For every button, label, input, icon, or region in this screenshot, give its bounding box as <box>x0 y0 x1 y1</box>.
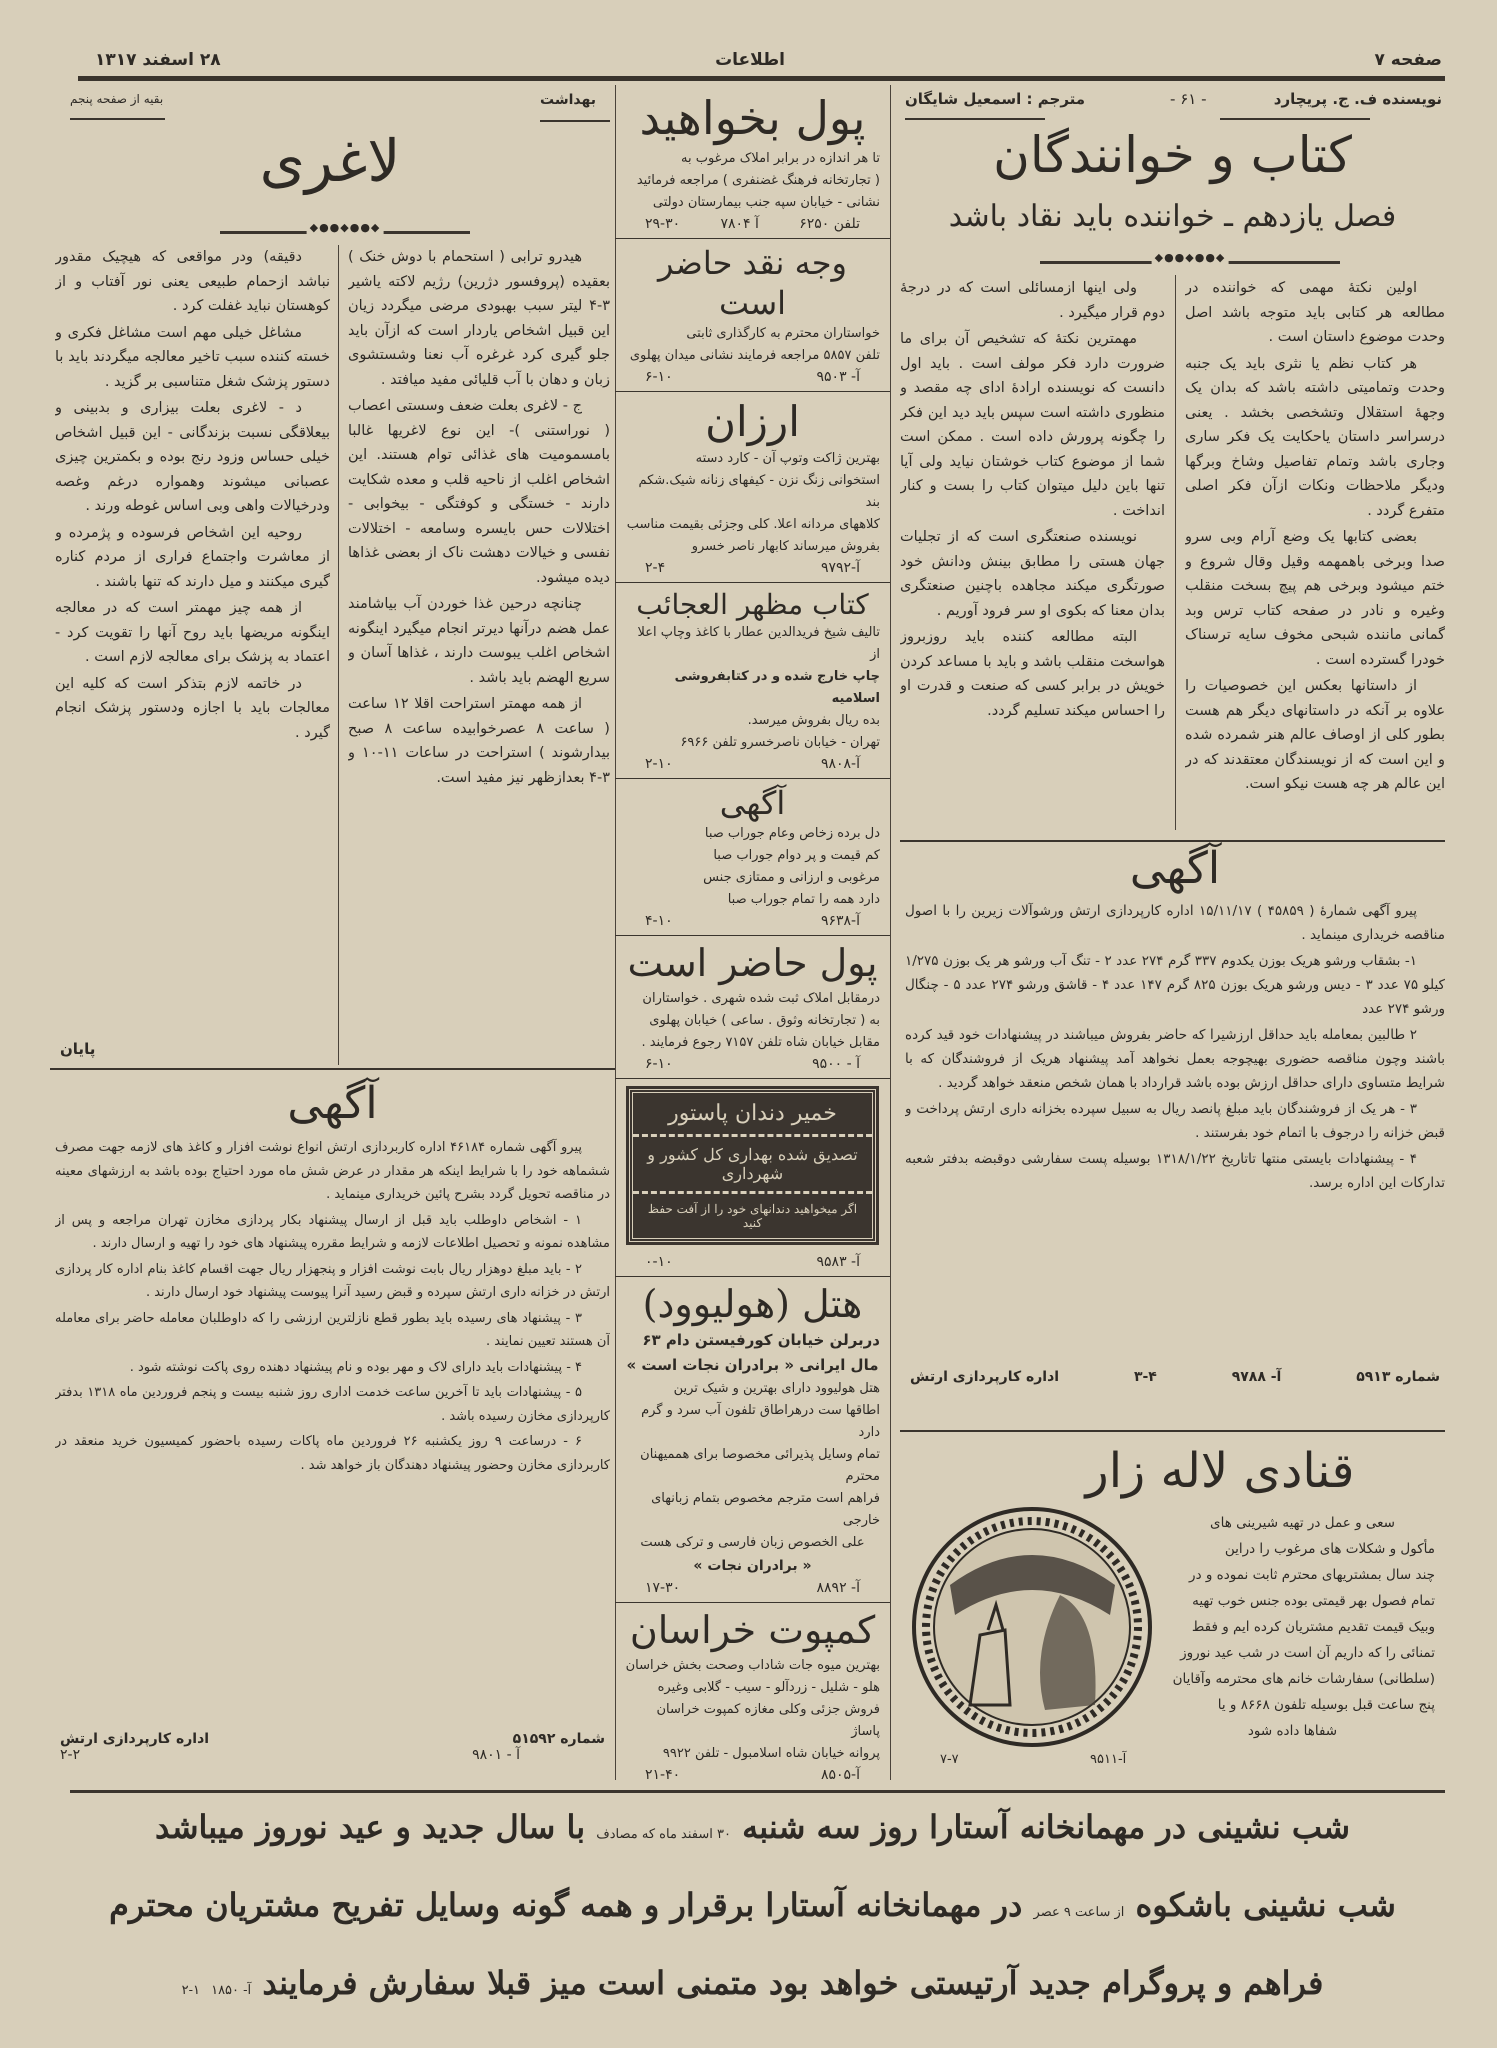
ad-text: اطاقها ست درهراطاق تلفون آب سرد و گرم دارد <box>641 1403 880 1440</box>
ad-owner: مال ایرانی « برادران نجات است » <box>626 1356 879 1374</box>
ad-text: تالیف شیخ فریدالدین عطار با کاغذ وچاپ اعلا از <box>637 625 880 662</box>
article-subtitle: فصل یازدهم ـ خواننده باید نقاد باشد <box>948 199 1397 234</box>
page-number: صفحه ۷ <box>1374 50 1442 70</box>
ad-text: سعی و عمل در تهیه شیرینی های <box>1210 1515 1395 1531</box>
ad-title: کتاب مظهر العجائب <box>636 588 869 621</box>
article-author: نویسنده ف. ج. پریچارد <box>1273 90 1442 108</box>
ad-text: چاپ خارج شده و در کتابفروشی اسلامیه <box>674 669 880 706</box>
notice-code: آ - ۹۸۰۱ <box>472 1747 520 1764</box>
installment-number: - ۶۱ - <box>1170 90 1207 108</box>
notice-title: آگهی <box>1129 843 1221 894</box>
ad-money-ready <box>615 936 890 1079</box>
ad-title: وجه نقد حاضر است <box>658 243 847 322</box>
ad-text: ( تجارتخانه فرهنگ غضنفری ) مراجعه فرمائید <box>636 172 880 188</box>
ad-text: تهران - خیابان ناصرخسرو تلفن ۶۹۶۶ <box>680 735 880 750</box>
ad-code: آ-۸۵۰۵ <box>820 1766 860 1783</box>
banner-text: با سال جدید و عید نوروز میباشد <box>154 1808 586 1846</box>
ad-title: خمیر دندان پاستور <box>633 1093 872 1137</box>
ad-code: آ-۹۷۹۲ <box>820 560 860 576</box>
ad-code: آ- ۸۸۹۲ <box>816 1580 860 1596</box>
ad-text: بفروش میرساند کابهار ناصر خسرو <box>691 539 880 554</box>
ad-text: کلاههای مردانه اعلا. کلی وجزئی بقیمت مناسب <box>626 517 880 532</box>
ad-text: دارد همه را تمام جوراب صبا <box>727 892 880 907</box>
ad-code: آ- ۹۵۸۳ <box>816 1253 860 1270</box>
army-notice-right: آگهی پیرو آگهی شمارهٔ ( ۴۵۸۵۹ ) ۱۵/۱۱/۱۷ اداره کارپردازی ارتش ورشوآلات زیرین را با اصول مناقصه خریداری مینماید . ۱- بشقاب ورشو هریک بوزن یکدوم ۳۳۷ گرم ۲۷۴ عدد ۲ - تنگ آب ورشو هر یک بوزن ۱/۲۷۵ کیلو ۷۵ عدد ۳ - دیس ورشو هریک بوزن ۸۲۵ گرم ۱۴۷ عدد ۴ - قاشق ورشو ۲۷۴ عدد ۵ - چنگال ورشو ۲۷۴ عدد ۲ طالبین بمعامله باید حداقل ارزشیرا که حاضر بفروش میباشند در پیشنهادات خود قید کرده باشند وچون مناقصه حضوری بهیچوجه بعمل نخواهد آمد پیشنهاد هریک از فروشندگان که با شرایط متساوی دارای حداقل ارزش بوده باشد قرارداد با همان شخص منعقد خواهد گردید . ۳ - هر یک از فروشندگان باید مبلغ پانصد ریال به سبیل سپرده بخزانه داری ارتش پرداخت و قبض خزانه را درجوف با اتمام خود بفرستند . ۴ - پیشنهادات بایستی منتها تاتاریخ ۱۳۱۸/۱/۲۲ بوسیله پست سفارشی دوقبضه بدفتر شعبه تدارکات این اداره برسد. شماره ۵۹۱۳ آ- ۹۷۸۸ ۳-۴ اداره کارپردازی ارتش <box>905 843 1445 1386</box>
divider <box>1220 118 1370 120</box>
continued-note: بقیه از صفحه پنجم <box>70 92 164 106</box>
ad-cheap <box>615 392 890 584</box>
ad-code: آ-۹۸۰۸ <box>820 756 860 772</box>
ad-text: تصدیق شده بهداری کل کشور و شهرداری <box>633 1137 872 1194</box>
ad-text: علی الخصوص زبان فارسی و ترکی هست <box>640 1535 865 1550</box>
ad-title: قنادی لاله زار <box>1085 1443 1355 1499</box>
ad-text: چند سال بمشتریهای محترم ثابت نموده و در <box>1189 1567 1435 1583</box>
ad-code: آ ۷۸۰۴ <box>720 215 759 232</box>
ad-text: بده ریال بفروش میرسد. <box>747 713 880 728</box>
column-divider <box>338 245 339 1065</box>
divider <box>900 840 1445 842</box>
column-divider <box>890 85 891 1780</box>
ad-text: نشانی - خیابان سپه جنب بیمارستان دولتی <box>652 194 880 210</box>
confectionery-illustration <box>910 1505 1155 1750</box>
ad-dates: ۲۱-۴۰ <box>645 1766 681 1783</box>
notice-dates: ۲-۲ <box>60 1747 81 1764</box>
ad-text: (سلطانی) سفارشات خانم های محترمه وآقایان <box>1172 1671 1435 1687</box>
ad-title: پول بخواهید <box>639 91 866 145</box>
ad-toothpaste-block <box>615 1079 890 1277</box>
article-column: دقیقه) ودر مواقعی که هیچیک مقدور نباشد ازحمام طبیعی یعنی نور آفتاب و از کوهستان نباید غفلت کرد . مشاغل خیلی مهم است مشاغل فکری و خسته کننده سبب تاخیر معالجه میگردند باید با دستور پزشک شغل متناسبی بر گزید . د - لاغری بعلت بیزاری و بدبینی و بیعلاقگی نسبت بزندگانی - این قبیل اشخاص خیلی حساس وزود رنج بوده و بکمترین چیزی عصبانی میشوند وهمواره درغم وغصه ودرخیالات واهی وبی اساس غوطه ورند . روحیه این اشخاص فرسوده و پژمرده و از معاشرت واجتماع فراری از مردم کناره گیری میکنند و میل دارند که تنها باشند . از همه چیز مهمتر است که در معالجه اینگونه مریضها باید روح آنها را تقویت کرد - اعتماد به پزشک برای معالجه لازم است . در خاتمه لازم بتذکر است که کلیه این معالجات باید با اجازه ودستور پزشک انجام گیرد . <box>55 249 330 741</box>
banner-line-3 <box>60 1961 1445 2013</box>
ad-text: هتل هولیوود دارای بهترین و شیک ترین <box>673 1381 880 1396</box>
ad-text: فراهم است مترجم مخصوص بتمام زبانهای خارجی <box>651 1491 880 1528</box>
ad-text: مقابل خیابان شاه تلفن ۷۱۵۷ رجوع فرمایند . <box>641 1034 880 1050</box>
ad-dates: ۱۷-۳۰ <box>645 1580 681 1596</box>
ad-text: پروانه خیابان شاه اسلامبول - تلفن ۹۹۲۲ <box>662 1745 880 1761</box>
banner-dates: ۱-۲ <box>181 1983 200 1998</box>
article-translator: مترجم : اسمعیل شایگان <box>905 90 1086 108</box>
ad-text: شفاها داده شود <box>1247 1723 1338 1739</box>
ornament-divider <box>1040 258 1340 266</box>
ad-text: تا هر اندازه در برابر املاک مرغوب به <box>681 150 880 166</box>
ad-dates: ۶-۱۰ <box>645 368 673 385</box>
ad-address: دربرلن خیابان کورفیستن دام ۶۳ <box>642 1331 880 1349</box>
ad-title: کمپوت خراسان <box>629 1608 876 1652</box>
issue-date: ۲۸ اسفند ۱۳۱۷ <box>95 50 221 70</box>
divider <box>905 118 1045 120</box>
ad-money-wanted <box>615 86 890 239</box>
ad-text: استخوانی زنگ نزن - کیفهای زنانه شیک.شکم بند <box>638 473 880 510</box>
ad-text: بهترین ژاکت وتوپ آن - کارد دسته <box>695 451 880 466</box>
ad-book <box>615 583 890 779</box>
notice-number: شماره ۵۹۱۳ <box>1356 1369 1440 1386</box>
ad-hotel <box>615 1277 890 1604</box>
ad-cash-ready <box>615 239 890 392</box>
ad-text: پنج ساعت قبل بوسیله تلفون ۸۶۶۸ و یا <box>1217 1697 1435 1713</box>
article-column: اولین نکتهٔ مهمی که خواننده در مطالعه هر کتابی باید متوجه باشد اصل وحدت موضوع داستان است . هر کتاب نظم یا نثری باید یک جنبه وحدت وتمامیتی داشته باشد که بدان یک وجههٔ استقلال وتشخصی بخشد . یعنی درسراسر داستان یاحکایت یک فکر ساری وجاری باشد وتمام تفاصیل وشاخ وبرگها ودیگر ملاحظات ونکات ازآن فکر اصلی متفرع گردد . بعضی کتابها یک وضع آرام وبی سرو صدا وبرخی باهمهمه وقیل وقال شروع و ختم میشود وبرخی هم پیچ بسخت منقلب وغیره و نادر در صفحه کتاب ترس وبد گمانی ماننده شبحی مخوف سایه ترسناک خودرا گسترده است . از داستانها بعکس این خصوصیات را علاوه بر آنکه در داستانهای دیگر هم هست بطور کلی از اوصاف عالم هنر شمرده شده و این است که از نویسندگان معتقدند که در این عالم هر چه هست نیکو است. <box>1185 280 1445 792</box>
ad-code: آ-۹۵۱۱ <box>1090 1752 1127 1767</box>
divider <box>540 120 610 122</box>
notice-dates: ۳-۴ <box>1133 1369 1157 1386</box>
ad-text: هلو - شلیل - زردآلو - سیب - گلابی وغیره <box>657 1679 880 1695</box>
notice-signature: اداره کارپردازی ارتش <box>60 1731 210 1748</box>
ad-dates: ۶-۱۰ <box>645 1055 673 1072</box>
ad-text: درمقابل املاک ثبت شده شهری . خواستاران <box>642 990 880 1006</box>
article-column: هیدرو ترابی ( استحمام با دوش خنک ) بعقیده (پروفسور دژرین) رژیم لاکته یاشیر ۳-۴ لیتر سبب بهبودی مرضی میگردد زیان این قبیل اشخاص یاردار است که ازآن باید جلو گیری کرد غرغره آب نعنا وشستشوی زبان و دهان با آب قلیائی مفید میافتد . ج - لاغری بعلت ضعف وسستی اعصاب ( نوراستنی )- این نوع لاغریها غالبا بامسمومیت های غذائی توام هستند. این اشخاص اغلب از ناحیه قلب و معده شکایت دارند - خستگی و کوفتگی - بیخوابی - اختلالات حس بایسره وسامعه - اختلالات نفسی و خیالات دهشت ناک از بعضی غذاها دیده میشود. چنانچه درحین غذا خوردن آب بیاشامند عمل هضم درآنها دیرتر انجام میگیرد اینگونه اشخاص اغلب یبوست دارند ، غذاها آسان و سریع الهضم باید باشد . از همه مهمتر استراحت اقلا ۱۲ ساعت ( ساعت ۸ عصرخوابیده ساعت ۸ صبح بیدارشوند ) استراحت در ساعات ۱۱-۱۰ و ۳-۴ بعدازظهر نیز مفید است. <box>348 249 610 786</box>
ad-socks <box>615 779 890 936</box>
ad-text: تلفن ۵۸۵۷ مراجعه فرمایند نشانی میدان پهلوی <box>629 347 880 363</box>
section-label: بهداشت <box>540 92 596 108</box>
ad-dates: ۰-۱۰ <box>645 1253 673 1270</box>
ad-title: پول حاضر است <box>627 941 878 985</box>
ad-code: آ-۹۶۳۸ <box>820 913 860 929</box>
masthead-rule <box>78 76 1445 81</box>
ad-dates: ۲-۴ <box>645 560 666 576</box>
banner-line-2 <box>60 1883 1445 1935</box>
ad-code: آ- ۹۵۰۳ <box>816 368 860 385</box>
ad-code: آ - ۹۵۰۰ <box>812 1055 860 1072</box>
ad-text: خواستاران محترم به کارگذاری ثابتی <box>686 325 880 341</box>
army-notice-left: آگهی پیرو آگهی شماره ۴۶۱۸۴ اداره کاربردازی ارتش انواع نوشت افزار و کاغذ های لازمه جهت مصرف ششماهه خود را با شرایط اینکه هر مقدار در عرض شش ماه مورد احتیاج بوده باشد به ارزشهای معینه در مناقصه تحویل گردد بشرح پائین خریداری مینماید . ۱ - اشخاص داوطلب باید قبل از ارسال پیشنهاد بکار پردازی مخازن تهران مراجعه و پس از مشاهده نمونه و تحصیل اطلاعات لازمه و شرایط مقرره پیشنهاد های خود را تهیه و ارسال دارند . ۲ - باید مبلغ دوهزار ریال بابت نوشت افزار و پنجهزار ریال جهت اقسام کاغذ بنام اداره کار پردازی ارتش در خزانه داری ارتش سپرده و قبض رسید آنرا پیوست پیشنهاد خود ارسال دارند . ۳ - پیشنهاد های رسیده باید بطور قطع نازلترین ارزشی را که داوطلبان معامله حاضر برای معامله آن هستند تعیین نمایند . ۴ - پیشنهادات باید دارای لاک و مهر بوده و نام پیشنهاد دهنده روی پاکت نوشته شود . ۵ - پیشنهادات باید تا آخرین ساعت خدمت اداری روز شنبه بیست و پنجم فروردین ماه ۱۳۱۸ بدفتر کارپردازی مخازن رسیده باشد . ۶ - درساعت ۹ روز یکشنبه ۲۶ فروردین ماه پاکات رسیده باحضور کمیسیون خرید منعقد در کاربردازی مخازن وحضور پیشنهاد دهندگان باز خواهد شد . شماره ۵۱۵۹۲ اداره کارپردازی ارتش آ - ۹۸۰۱ ۲-۲ <box>55 1078 610 1764</box>
banner-line-1 <box>60 1805 1445 1857</box>
ad-title: آگهی <box>719 784 786 822</box>
banner <box>60 1805 1445 2039</box>
ad-text: کم قیمت و پر دوام جوراب صبا <box>713 848 880 863</box>
banner-text: از ساعت ۹ عصر <box>1033 1905 1125 1920</box>
ad-dates: ۲-۱۰ <box>645 756 673 772</box>
article-title: لاغری <box>259 127 401 195</box>
divider <box>50 1068 615 1070</box>
banner-text: شب نشینی باشکوه <box>1135 1886 1396 1924</box>
article-title: کتاب و خوانندگان <box>993 126 1352 184</box>
ad-text: به ( تجارتخانه وثوق . ساعی ) خیابان پهلوی <box>649 1012 880 1028</box>
ad-title: هتل (هولیوود) <box>642 1281 863 1326</box>
banner-text: فراهم و پروگرام جدید آرتیستی خواهد بود متمنی است میز قبلا سفارش فرمایند <box>262 1964 1324 2002</box>
divider <box>900 1430 1445 1432</box>
notice-signature: اداره کارپردازی ارتش <box>910 1369 1060 1386</box>
ad-text: فروش جزئی وکلی مغازه کمپوت خراسان پاساژ <box>656 1701 880 1739</box>
ad-phone: تلفن ۶۲۵۰ <box>799 215 860 232</box>
ad-text: وبیک قیمت تقدیم مشتریان کرده ایم و فقط <box>1191 1619 1435 1635</box>
article-column: ولی اینها ازمسائلی است که در درجهٔ دوم قرار میگیرد . مهمترین نکتهٔ که تشخیص آن برای ما ضرورت دارد فکر مولف است . باید اول دانست که نویسنده ارادهٔ ادای چه مقصد و منظوری داشته است سپس باید دید این فکر را چگونه پرورش داده است . ممکن است شما از موضوع کتاب خوشتان نیاید ولی آیا تنها باین دلیل میتوان کتاب را بست و کنار انداخت . نویسنده صنعتگری است که از تجلیات جهان هستی را مطابق بینش ودانش خود صورتگری میکند مجاهده باچنین صنعتگری بدان معنا که بکوی او سر فرود آوریم . البته مطالعه کننده باید روزبروز هواسخت منقلب باشد و باید با مساعد کردن خویش در برابر کسی که صنعت و قدرت او را احساس میکند تسلیم گردد. <box>900 280 1165 719</box>
column-divider <box>1175 275 1176 830</box>
ad-toothpaste <box>629 1089 876 1242</box>
notice-number: شماره ۵۱۵۹۲ <box>512 1731 605 1748</box>
banner-text: ۳۰ اسفند ماه که مصادف <box>596 1827 731 1842</box>
ads-column <box>615 86 890 1783</box>
ad-compote <box>615 1603 890 1789</box>
banner-rule <box>70 1790 1445 1793</box>
ad-text: تمام فصول بهر قیمتی بوده جنس خوب تهیه <box>1192 1593 1435 1609</box>
ad-title: ارزان <box>705 396 800 446</box>
ad-signature: « برادران نجات » <box>693 1558 812 1574</box>
ad-dates: ۴-۱۰ <box>645 913 673 929</box>
ad-text: بهترین میوه جات شاداب وصحت بخش خراسان <box>625 1657 880 1673</box>
ad-body <box>1150 1510 1435 1744</box>
article-end: پایان <box>60 1040 96 1058</box>
ornament-divider <box>220 228 470 236</box>
notice-code: آ- ۹۷۸۸ <box>1231 1369 1282 1386</box>
ad-text: تمنائی را که داریم آن است در شب عید نوروز <box>1180 1645 1435 1661</box>
banner-text: شب نشینی در مهمانخانه آستارا روز سه شنبه <box>742 1808 1351 1846</box>
notice-title: آگهی <box>287 1078 378 1129</box>
ad-text: دل برده زخاص وعام جوراب صبا <box>704 826 880 841</box>
banner-code: آ- ۱۸۵۰ <box>211 1983 252 1998</box>
ad-text: مرغوبی و ارزانی و ممتازی جنس <box>703 870 880 885</box>
ad-text: تمام وسایل پذیرائی مخصوصا برای هممیهنان محترم <box>640 1447 880 1484</box>
ad-dates: ۷-۷ <box>940 1752 959 1767</box>
ad-text: مأکول و شکلات های مرغوب را دراین <box>1224 1541 1435 1557</box>
divider <box>70 118 165 120</box>
ad-dates: ۲۹-۳۰ <box>645 215 681 232</box>
ad-text: اگر میخواهید دندانهای خود را از آفت حفظ کنید <box>647 1201 858 1230</box>
banner-text: در مهمانخانه آستارا برقرار و همه گونه وسایل تفریح مشتریان محترم <box>109 1886 1023 1924</box>
newspaper-name: اطلاعات <box>715 50 785 70</box>
